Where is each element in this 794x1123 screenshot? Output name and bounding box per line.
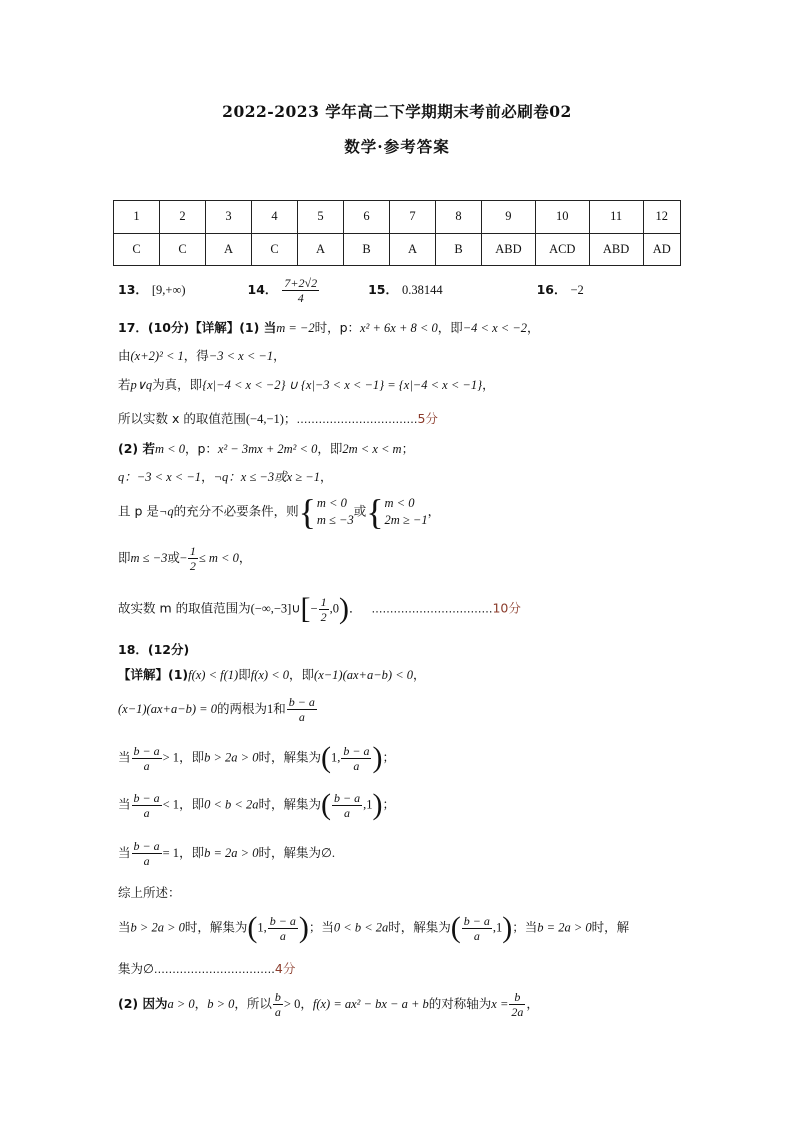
math-expr: ,1 [363, 797, 373, 812]
math-expr: b = 2a > 0 [537, 920, 592, 935]
numerator: b [274, 990, 281, 1004]
math-expr: < 1 [162, 797, 180, 812]
math-expr: (x−1)(ax+a−b) = 0 [118, 702, 217, 716]
fraction [268, 914, 298, 943]
text: ， [201, 469, 214, 484]
question-number: 1 [114, 201, 160, 234]
math-expr: b > 2a > 0 [130, 920, 185, 935]
math-expr: ,0 [329, 601, 339, 616]
text: 时，解集为 [258, 845, 321, 860]
math-expr: 1, [330, 750, 341, 765]
math-expr: x² − 3mx + 2m² < 0 [217, 442, 318, 456]
text: ． [348, 600, 362, 616]
q18-case-3 [118, 839, 335, 868]
math-expr: (x−1)(ax+a−b) < 0 [314, 668, 414, 682]
q18-summary-line-2 [118, 959, 295, 977]
numerator: 1 [189, 544, 196, 558]
question-number: 12 [643, 201, 680, 234]
denominator: a [473, 928, 480, 943]
bracket: ) [372, 741, 383, 774]
math-expr: b = 2a > 0 [204, 846, 259, 860]
math-expr: 1 [267, 702, 274, 716]
math-expr: f(x) < f(1) [188, 668, 239, 682]
q17-line-4 [118, 409, 438, 427]
q17-line-8 [118, 544, 251, 573]
question-number: 3 [206, 201, 252, 234]
math-expr: x ≤ −3或x ≥ −1 [240, 470, 320, 484]
math-expr: f(x) < 0 [250, 668, 290, 682]
text: 时，解集为 [388, 919, 451, 935]
question-number: 10 [535, 201, 589, 234]
bracket: ) [502, 911, 513, 944]
math-expr: a > 0 [167, 997, 195, 1011]
fraction [319, 595, 329, 624]
denominator: a [344, 805, 351, 820]
text: ， [319, 469, 333, 484]
text: ，即 [179, 796, 205, 812]
math-expr: b > 2a > 0 [204, 750, 259, 765]
text: 故实数 m 的取值范围为 [118, 600, 251, 616]
math-expr: f(x) = ax² − bx − a + b [312, 997, 429, 1011]
text: ， [427, 503, 441, 519]
denominator: a [353, 758, 360, 773]
bracket: ) [338, 592, 349, 625]
bracket: ) [372, 788, 383, 821]
text: ，即 [179, 845, 205, 860]
fill-in-answers [118, 276, 698, 305]
math-expr: {x|−4 < x < −2} ∪ {x|−3 < x < −1} = {x|−4 < x < −1} [202, 378, 483, 392]
fraction [341, 744, 371, 773]
left-brace: { [366, 492, 384, 532]
q13-answer: [9,+∞) [151, 283, 186, 297]
score-leader-dots: …………………………… [296, 413, 418, 426]
score-leader-dots: …………………………… [371, 602, 493, 616]
question-number: 5 [298, 201, 344, 234]
text: 即 [118, 550, 131, 565]
question-number: 9 [482, 201, 536, 234]
question-number: 7 [390, 201, 436, 234]
q17-line-1 [118, 318, 540, 336]
score-leader-dots: …………………………… [153, 963, 275, 976]
equation-system [317, 495, 354, 529]
fraction [287, 695, 317, 724]
q18-case-2 [118, 790, 395, 820]
denominator: a [274, 1005, 281, 1019]
q14-answer [282, 276, 319, 305]
q17-line-5 [118, 439, 414, 457]
bracket: ( [320, 741, 331, 774]
q14-label: 14． [247, 282, 278, 297]
text: 且 p 是 [118, 503, 159, 519]
numerator: b − a [288, 695, 315, 709]
text: ；当 [512, 919, 538, 935]
q17-line-9 [118, 594, 521, 624]
part-label: (2) 因为 [118, 996, 168, 1011]
text: 的两根为 [217, 701, 268, 716]
text: 当 [118, 845, 131, 860]
answer-cell: ABD [482, 233, 536, 266]
math-expr: x² + 6x + 8 < 0 [360, 321, 438, 335]
text: ， [194, 996, 208, 1011]
math-expr: p∨q [130, 378, 153, 392]
q13-label: 13． [118, 282, 148, 297]
question-number: 11 [589, 201, 643, 234]
math-expr: 1, [257, 920, 267, 935]
math-expr: x = [491, 997, 509, 1011]
text: 当 [118, 749, 131, 765]
answer-cell: C [252, 233, 298, 266]
part-label: (1) 当 [239, 320, 277, 335]
denominator: a [143, 854, 150, 868]
text: ；当 [308, 919, 334, 935]
text: 时，解集为 [184, 919, 248, 935]
text: ，所以 [234, 996, 272, 1011]
math-expr: (x+2)² < 1 [130, 349, 184, 363]
math-expr: ,1 [492, 920, 503, 935]
answer-table-answer-row [114, 233, 681, 266]
text: ， [527, 320, 540, 335]
denominator: a [143, 805, 150, 820]
fraction [332, 791, 362, 820]
math-expr: ≤ m < 0 [198, 551, 239, 565]
exam-subtitle: 数学·参考答案 [344, 137, 450, 156]
text: 的充分不必要条件，则 [173, 503, 299, 519]
math-expr: b > 0 [207, 997, 235, 1011]
question-number: 4 [252, 201, 298, 234]
text: 的对称轴为 [428, 996, 492, 1011]
numerator: b − a [269, 913, 296, 928]
math-expr: (−4,−1) [245, 412, 284, 426]
text: ； [382, 749, 395, 765]
math-expr: −3 < x < −1 [136, 470, 202, 484]
fraction [188, 544, 198, 573]
math-expr: 0 < b < 2a [204, 797, 259, 812]
fraction [273, 990, 283, 1019]
question-number: 2 [160, 201, 206, 234]
math-expr: ∅. [320, 846, 335, 860]
text: ，p： [184, 441, 218, 456]
q17-line-2 [118, 346, 286, 364]
text: 当 [118, 919, 131, 935]
numerator: b − a [133, 790, 160, 805]
q17-heading: 17．(10分)【详解】 [118, 320, 240, 335]
q18-case-1 [118, 743, 395, 773]
numerator: b − a [343, 743, 370, 758]
part-label: 【详解】(1) [118, 667, 189, 682]
text: 或 [353, 503, 367, 519]
answer-cell: C [160, 233, 206, 266]
answer-cell: ACD [535, 233, 589, 266]
text: 和 [273, 701, 286, 716]
q18-summary-line-1 [118, 913, 629, 943]
math-expr: q： [118, 470, 137, 484]
q18-heading: 18．(12分) [118, 642, 190, 657]
bracket: [ [300, 592, 311, 625]
text: 当 [118, 796, 131, 812]
answer-cell: B [436, 233, 482, 266]
numerator: b − a [133, 743, 160, 758]
part-label: (2) 若 [118, 441, 155, 456]
text: ， [482, 377, 495, 392]
text: 时，解集为 [258, 749, 321, 765]
fraction [462, 914, 492, 943]
answer-cell: A [206, 233, 252, 266]
denominator: a [143, 758, 150, 773]
numerator: 1 [320, 594, 327, 609]
system-row: m < 0 [384, 496, 415, 510]
math-expr: 0 < b < 2a [333, 920, 389, 935]
text: ， [238, 550, 252, 565]
exam-title: 2022-2023 学年高二下学期期末考前必刷卷02 [222, 102, 572, 121]
answer-cell: C [114, 233, 160, 266]
q15-answer: 0.38144 [401, 283, 443, 297]
math-expr: − [179, 551, 187, 565]
math-expr: ∅ [143, 962, 154, 976]
question-number: 6 [344, 201, 390, 234]
denominator: a [298, 710, 305, 724]
answer-cell: A [298, 233, 344, 266]
bracket: ( [247, 911, 258, 944]
text: 所以实数 x 的取值范围 [118, 411, 246, 426]
math-expr: m ≤ −3 [130, 551, 168, 565]
math-expr: m < 0 [154, 442, 185, 456]
bracket: ( [320, 788, 331, 821]
q17-line-3 [118, 375, 495, 393]
text: ， [273, 348, 286, 363]
denominator: a [279, 928, 286, 943]
q18-line-2 [118, 695, 318, 724]
score-mark: 10分 [492, 600, 521, 616]
text: 若 [118, 377, 131, 392]
math-expr: ∪ [291, 601, 301, 616]
text: 或 [167, 550, 180, 565]
numerator: b − a [133, 839, 160, 853]
text: ， [300, 996, 313, 1011]
text: ，即 [179, 749, 205, 765]
numerator: b − a [463, 913, 490, 928]
math-expr: > 1 [162, 750, 180, 765]
text: 由 [118, 348, 131, 363]
text: ， [413, 667, 426, 682]
q16-answer: −2 [570, 283, 584, 297]
math-expr: > 0 [283, 997, 301, 1011]
equation-system [385, 495, 428, 529]
q14-denominator: 4 [297, 291, 304, 305]
math-expr: −4 < x < −2 [462, 321, 528, 335]
text: 即 [238, 667, 251, 682]
numerator: b − a [333, 790, 361, 805]
text: ，即 [437, 320, 463, 335]
text: ； [401, 441, 415, 456]
answer-cell: A [390, 233, 436, 266]
question-number: 8 [436, 201, 482, 234]
numerator: b [509, 990, 525, 1005]
fraction [132, 839, 162, 868]
answer-cell: B [344, 233, 390, 266]
math-expr: (−∞,−3] [250, 601, 292, 616]
math-expr: 2m < x < m [342, 442, 402, 456]
score-mark: 5分 [417, 411, 438, 426]
text: ， [526, 996, 539, 1011]
text: ，即 [317, 441, 343, 456]
q17-line-6 [118, 467, 332, 485]
bracket: ) [298, 911, 309, 944]
q16-label: 16． [536, 282, 567, 297]
text: ，即 [289, 667, 315, 682]
denominator: 2 [320, 609, 327, 624]
text: ； [283, 411, 297, 426]
q18-summary: 综上所述： [118, 885, 181, 900]
fraction [132, 791, 162, 820]
text: 时，p： [314, 320, 361, 335]
score-mark: 4分 [274, 961, 296, 976]
text: ； [382, 796, 395, 812]
q15-label: 15． [368, 282, 398, 297]
text: 为真，即 [152, 377, 203, 392]
denominator: 2 [189, 559, 196, 573]
bracket: ( [450, 911, 461, 944]
fraction [132, 744, 162, 773]
answer-table [113, 200, 681, 266]
system-row: m ≤ −3 [316, 513, 354, 527]
text: 时，解集为 [258, 796, 321, 812]
text: 时，解 [591, 919, 630, 935]
answer-cell: ABD [589, 233, 643, 266]
math-expr: = 1 [162, 846, 180, 860]
system-row: 2m ≥ −1 [384, 513, 428, 527]
q18-line-1 [118, 665, 426, 683]
math-expr: −3 < x < −1 [208, 349, 274, 363]
math-expr: ¬q： [213, 470, 241, 484]
fraction [509, 990, 525, 1019]
text: ，得 [183, 348, 209, 363]
denominator: 2a [511, 1005, 524, 1019]
math-expr: ¬q [158, 504, 174, 519]
text: 集为 [118, 961, 144, 976]
answer-table-number-row [114, 201, 681, 234]
left-brace: { [298, 492, 316, 532]
q18-part-2 [118, 990, 539, 1019]
system-row: m < 0 [316, 496, 347, 510]
q14-numerator: 7+2√2 [284, 276, 318, 290]
answer-cell: AD [643, 233, 680, 266]
q17-line-7 [118, 494, 440, 530]
math-expr: − [310, 601, 318, 616]
math-expr: m = −2 [276, 321, 315, 335]
